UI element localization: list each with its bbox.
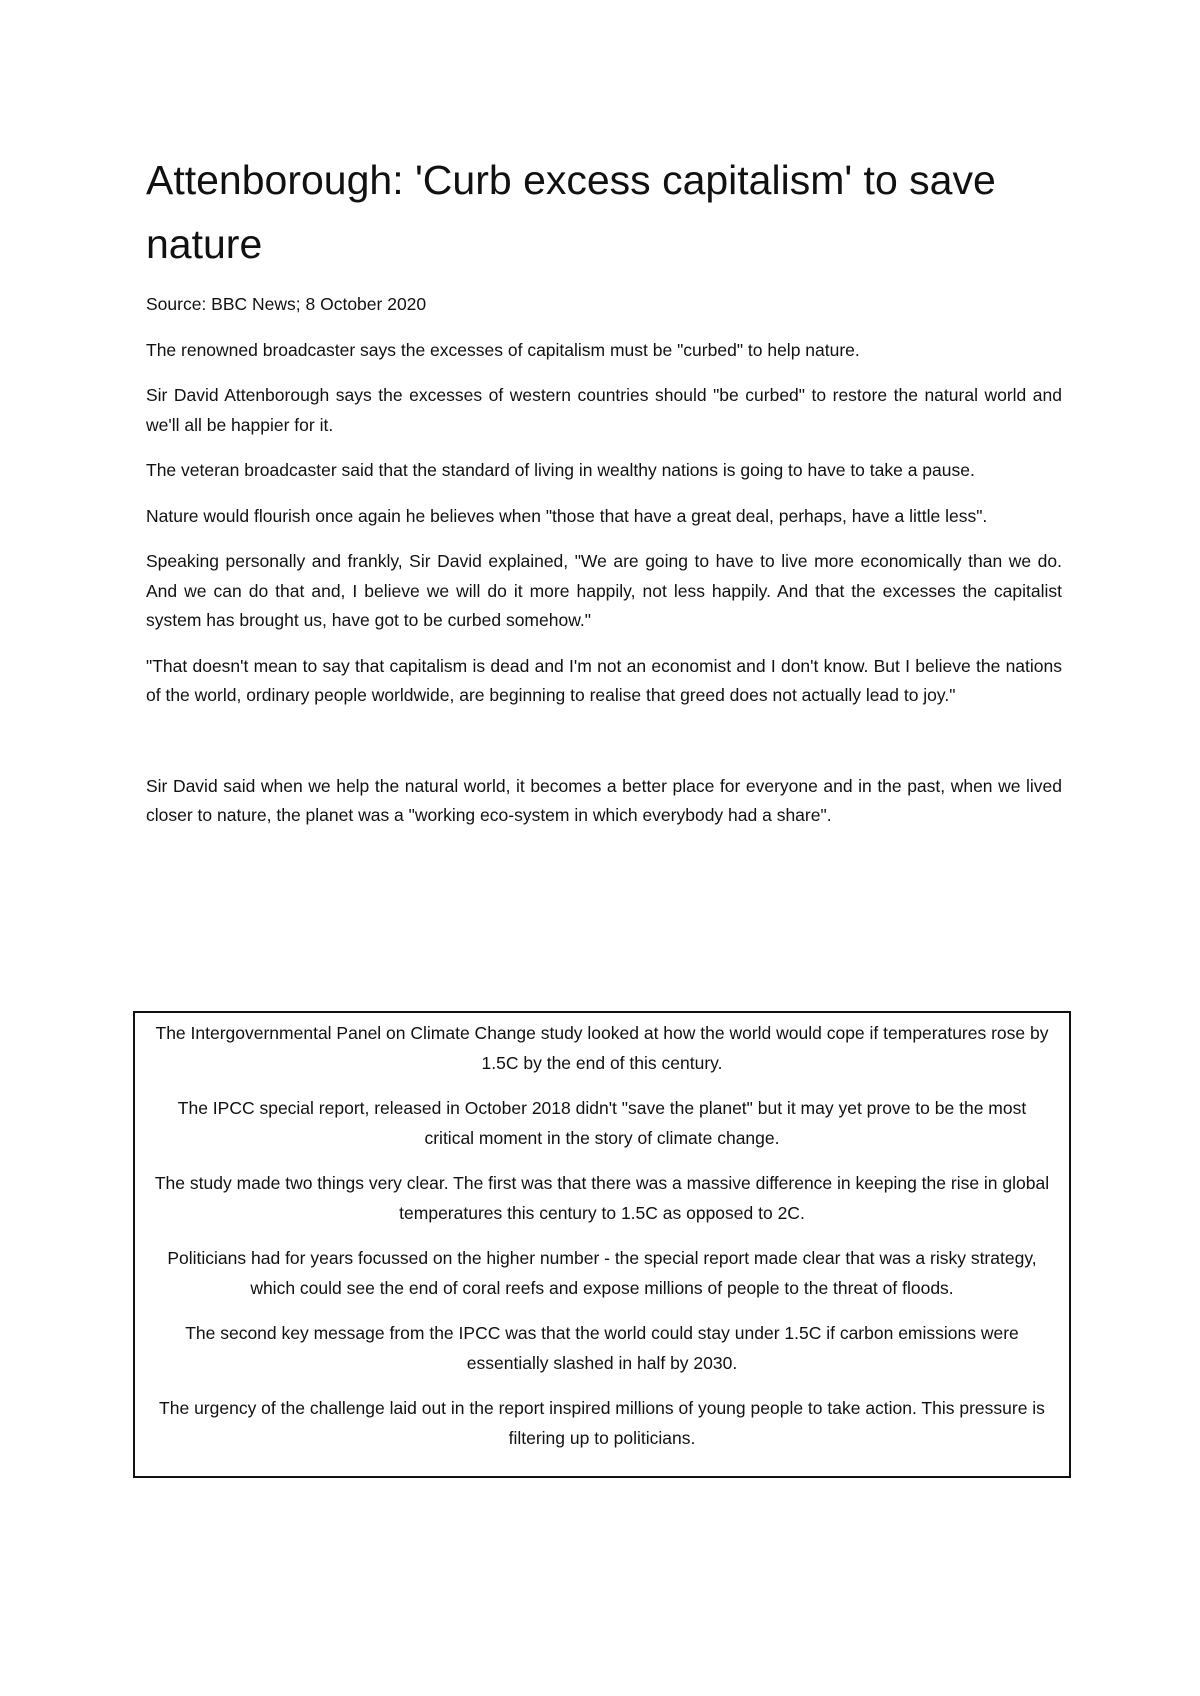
article-paragraph: The veteran broadcaster said that the standard of living in wealthy nations is going to have to take a pause. — [146, 460, 975, 480]
article-paragraph: Nature would flourish once again he believes when "those that have a great deal, perhaps, have a little less". — [146, 505, 988, 526]
ipcc-info-box — [133, 1011, 1071, 1478]
article-paragraph: "That doesn't mean to say that capitalism is dead and I'm not an economist and I don't know. But I believe the nations of the world, ordinary people worldwide, are beginning to realise that greed does not actually lead to joy." — [146, 655, 1062, 705]
article-paragraph: The renowned broadcaster says the excesses of capitalism must be "curbed" to help nature. — [146, 339, 860, 360]
box-paragraph: The Intergovernmental Panel on Climate Change study looked at how the world would cope if temperatures rose by 1.5C by the end of this century. — [155, 1023, 1049, 1073]
article-paragraph: Speaking personally and frankly, Sir David explained, "We are going to have to live more economically than we do. And we can do that and, I believe we will do it more happily, not less happily. And that the excesses the capitalist system has brought us, have got to be curbed somehow." — [146, 551, 1062, 630]
box-paragraph: The study made two things very clear. The first was that there was a massive difference in keeping the rise in global temperatures this century to 1.5C as opposed to 2C. — [154, 1173, 1050, 1223]
article-body — [146, 290, 1062, 847]
article-title: Attenborough: 'Curb excess capitalism' to save nature — [146, 157, 996, 267]
article-paragraph: Sir David Attenborough says the excesses of western countries should "be curbed" to restore the natural world and we'll all be happier for it. — [146, 385, 1062, 435]
box-paragraph: The urgency of the challenge laid out in the report inspired millions of young people to take action. This pressure is filtering up to politicians. — [159, 1398, 1045, 1448]
article-paragraph: Sir David said when we help the natural world, it becomes a better place for everyone and in the past, when we lived closer to nature, the planet was a "working eco-system in which everybody had a share". — [146, 775, 1062, 825]
box-paragraph: The IPCC special report, released in October 2018 didn't "save the planet" but it may yet prove to be the most critical moment in the story of climate change. — [177, 1098, 1027, 1148]
article-source: Source: BBC News; 8 October 2020 — [146, 294, 427, 314]
box-paragraph: The second key message from the IPCC was that the world could stay under 1.5C if carbon emissions were essentially slashed in half by 2030. — [185, 1323, 1019, 1373]
box-paragraph: Politicians had for years focussed on the higher number - the special report made clear that was a risky strategy, which could see the end of coral reefs and expose millions of people to the threat of floods. — [167, 1248, 1037, 1298]
